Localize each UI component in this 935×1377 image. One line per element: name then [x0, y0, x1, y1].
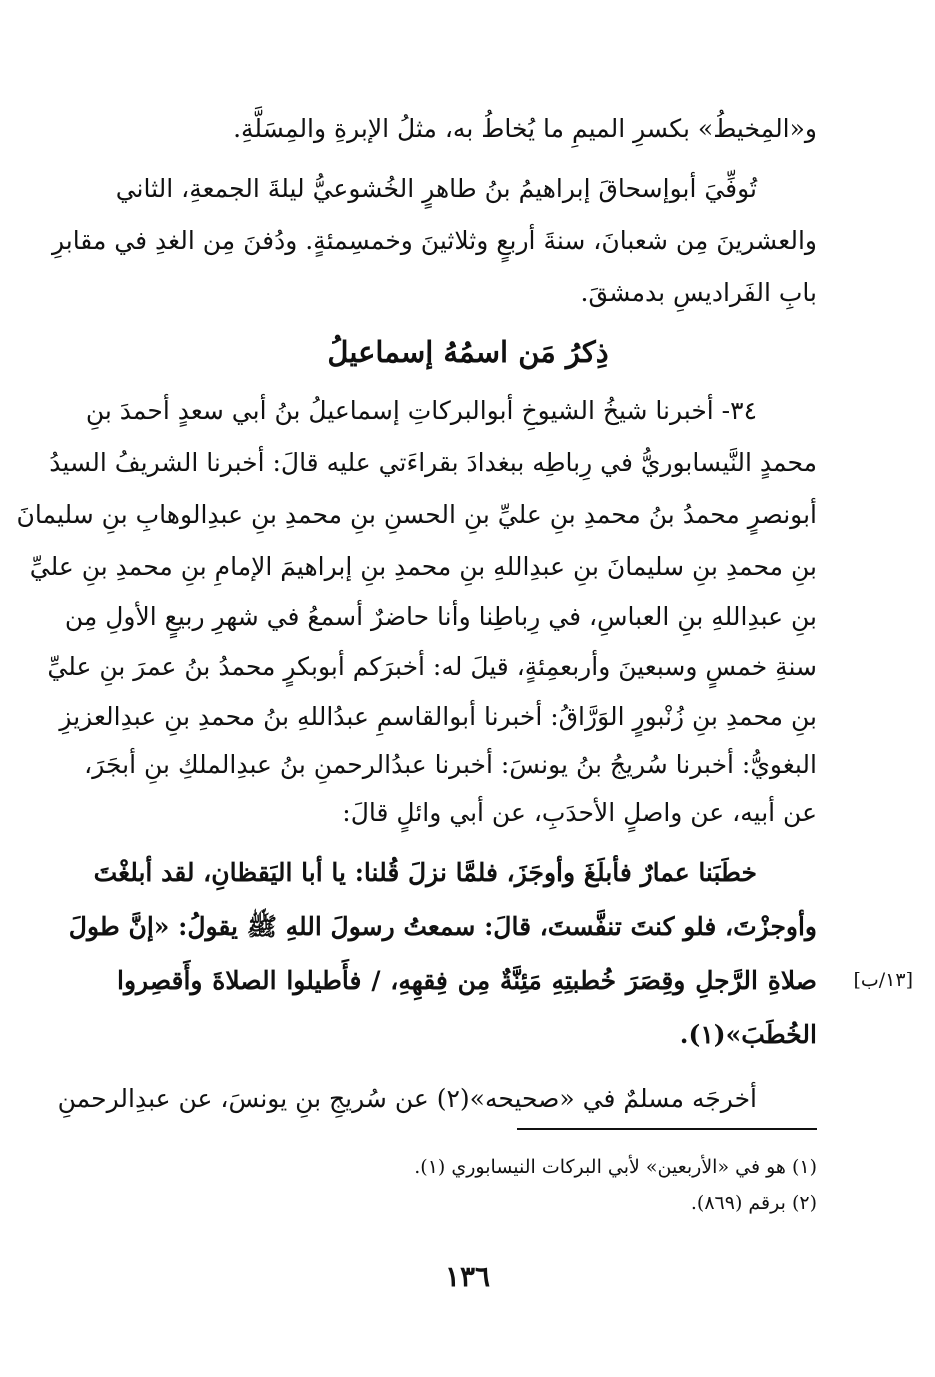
footnote-2: (٢) برقم (٨٦٩). — [690, 1192, 817, 1214]
page-number: ١٣٦ — [444, 1260, 491, 1293]
hadith-line-4: بنِ محمدِ بنِ سليمانَ بنِ عبدِاللهِ بنِ محمدِ بنِ إبراهيمَ الإمامِ بنِ محمدِ بنِ عليِّ — [29, 552, 817, 581]
matn-line-1: خطَبَنا عمارٌ فأبلَغَ وأوجَزَ، فلمَّا نزلَ قُلنا: يا أبا اليَقظانِ، لقد أبلغْتَ — [93, 858, 757, 887]
body-line-1: و«المِخيطُ» بكسرِ الميمِ ما يُخاطُ به، مثلُ الإبرةِ والمِسَلَّةِ. — [233, 114, 817, 143]
body-line-4: بابِ الفَراديسِ بدمشقَ. — [580, 278, 817, 307]
footnote-1: (١) هو في «الأربعين» لأبي البركات النيسابوري (١). — [414, 1156, 817, 1178]
hadith-line-5: بنِ عبدِاللهِ بنِ العباسِ، في رِباطِنا وأنا حاضرٌ أسمعُ في شهرِ ربيعٍ الأولِ مِن — [64, 602, 817, 631]
hadith-line-1: ٣٤- أخبرنا شيخُ الشيوخِ أبوالبركاتِ إسماعيلُ بنُ أبي سعدٍ أحمدَ بنِ — [85, 396, 757, 425]
takhrij-line: أخرجَه مسلمٌ في «صحيحه»(٢) عن سُريجِ بنِ يونسَ، عن عبدِالرحمنِ — [57, 1084, 757, 1113]
body-line-3: والعشرينَ مِن شعبانَ، سنةَ أربعٍ وثلاثينَ وخمسِمئةٍ. ودُفنَ مِن الغدِ في مقابرِ — [51, 226, 817, 255]
manuscript-folio-marker: [١٣/ب] — [853, 969, 913, 991]
hadith-line-2: محمدٍ النَّيسابوريُّ في رِباطِه ببغدادَ بقراءَتي عليه قالَ: أخبرنا الشريفُ السيدُ — [49, 448, 817, 477]
matn-line-2: وأوجزْتَ، فلو كنتَ تنفَّستَ، قالَ: سمعتُ رسولَ اللهِ ﷺ يقولُ: «إنَّ طولَ — [68, 912, 817, 941]
hadith-line-6: سنةِ خمسٍ وسبعينَ وأربعمِئةٍ، قيلَ له: أخبرَكم أبوبكرٍ محمدُ بنُ عمرَ بنِ عليِّ — [47, 652, 817, 681]
hadith-line-8: البغويُّ: أخبرنا سُريجُ بنُ يونسَ: أخبرنا عبدُالرحمنِ بنُ عبدِالملكِ بنِ أبجَرَ، — [84, 750, 817, 779]
hadith-line-7: بنِ محمدِ بنِ زُنْبورٍ الوَرَّاقُ: أخبرنا أبوالقاسمِ عبدُاللهِ بنُ محمدِ بنِ عبدِالعزيزِ — [59, 702, 817, 731]
footnote-divider — [517, 1128, 817, 1130]
hadith-line-3: أبونصرٍ محمدُ بنُ محمدِ بنِ عليِّ بنِ الحسنِ بنِ محمدِ بنِ عبدِالوهابِ بنِ سليمانَ — [16, 500, 817, 529]
matn-line-3: صلاةِ الرَّجلِ وقِصَرَ خُطبتِهِ مَئِنَّةٌ مِن فِقهِهِ، / فأَطيلوا الصلاةَ وأَقصِروا — [117, 966, 817, 995]
section-heading: ذِكرُ مَن اسمُهُ إسماعيلُ — [327, 335, 609, 369]
matn-line-4: الخُطَبَ»(١). — [679, 1020, 817, 1049]
body-line-2: تُوفِّيَ أبوإسحاقَ إبراهيمُ بنُ طاهرٍ الخُشوعيُّ ليلةَ الجمعةِ، الثاني — [115, 174, 757, 203]
hadith-line-9: عن أبيه، عن واصلٍ الأحدَبِ، عن أبي وائلٍ قالَ: — [342, 798, 817, 827]
